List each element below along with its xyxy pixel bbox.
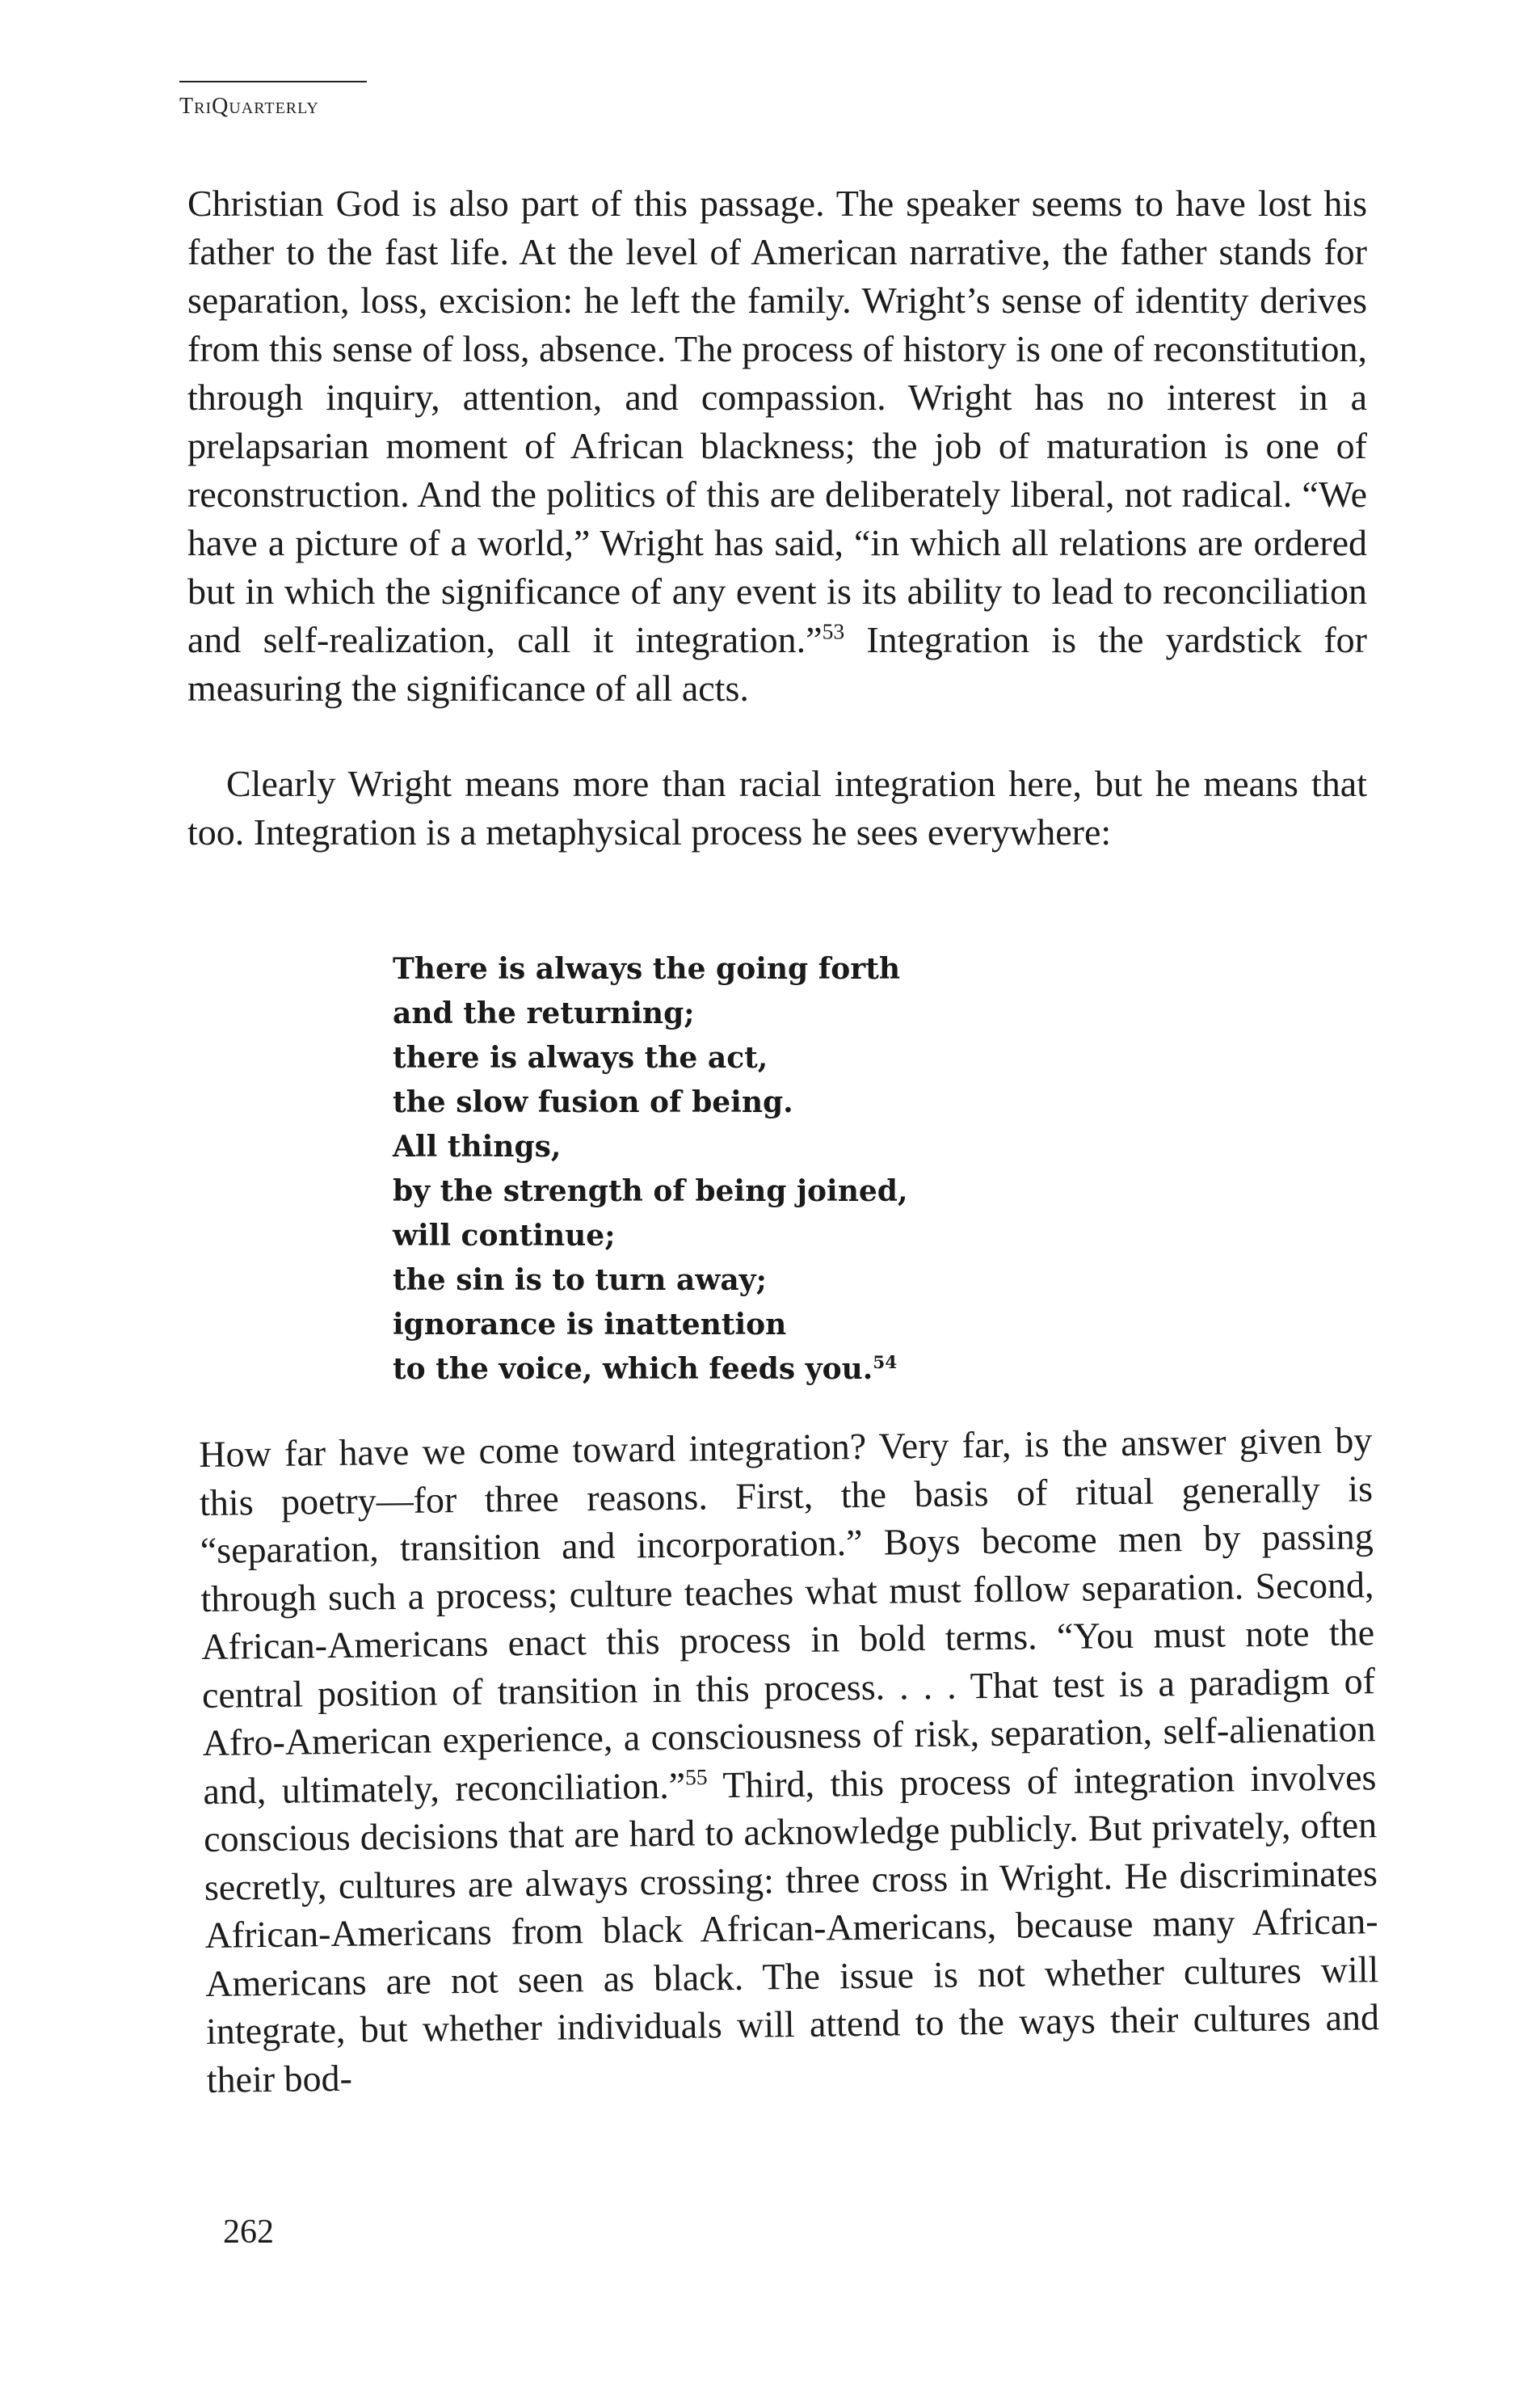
footnote-ref-55: 55 (684, 1763, 708, 1789)
footnote-ref-53: 53 (822, 618, 845, 644)
footnote-ref-54: 54 (873, 1353, 898, 1373)
paragraph-1 (187, 179, 1367, 713)
poem-line: ignorance is inattention (393, 1308, 787, 1342)
poem-line-text: to the voice, which feeds you. (393, 1352, 873, 1386)
running-head (179, 94, 319, 120)
running-head-text: TriQuarterly (179, 94, 319, 119)
paragraph-1-text: Christian God is also part of this passage. The speaker seems to have lost his father to the fast life. At the level of American narrative, the father stands for separation, loss, excision: he left the family. Wright’s sense of identity derives from this sense of loss, absence. The process of history is one of reconstitution, through inquiry, attention, and compassion. Wright has no interest in a prelapsarian moment of African blackness; the job of maturation is one of reconstruction. And the politics of this are deliberately liberal, not radical. “We have a picture of a world,” Wright has said, “in which all relations are ordered but in which the significance of any event is its ability to lead to reconciliation and self-realization, call it integration.” (187, 183, 1367, 660)
paragraph-3-text-b: Third, this process of integration involves conscious decisions that are hard to acknowledge publicly. But privately, often secretly, cultures are always crossing: three cross in Wright. He discriminates African-Americans from black African-Americans, because many African-Americans are not seen as black. The issue is not whether cultures will integrate, but whether individuals will attend to the ways their cultures and their bod- (203, 1755, 1380, 2100)
paragraph-3-text-a: How far have we come toward integration? Very far, is the answer given by this poetry—for three reasons. First, the basis of ritual generally is “separation, transition and incorporation.” Boys become men by passing through such a process; culture teaches what must follow separation. Second, African-Americans enact this process in bold terms. “You must note the central position of transition in this process. . . . That test is a paradigm of Afro-American experience, a consciousness of risk, separation, self-alienation and, ultimately, reconciliation.” (199, 1419, 1376, 1812)
header-rule (179, 81, 367, 82)
poem-block-quote (393, 947, 907, 1392)
poem-line: the sin is to turn away; (393, 1263, 767, 1297)
poem-line: the slow fusion of being. (393, 1085, 793, 1119)
poem-line: There is always the going forth (393, 952, 901, 986)
paragraph-2-text: Clearly Wright means more than racial integration here, but he means that too. Integration is a metaphysical process he sees everywhere: (187, 763, 1367, 853)
paragraph-1-end-text: Integration is the yardstick for measuring the significance of all acts. (187, 619, 1367, 709)
poem-line: by the strength of being joined, (393, 1174, 908, 1208)
page-number: 262 (223, 2214, 274, 2251)
poem-last-line (393, 1347, 907, 1392)
paragraph-3 (199, 1416, 1380, 2104)
poem-line: will continue; (393, 1219, 616, 1253)
poem-line: All things, (393, 1130, 562, 1164)
poem-line: and the returning; (393, 996, 695, 1030)
paragraph-2 (187, 760, 1367, 857)
poem-line: there is always the act, (393, 1041, 768, 1075)
